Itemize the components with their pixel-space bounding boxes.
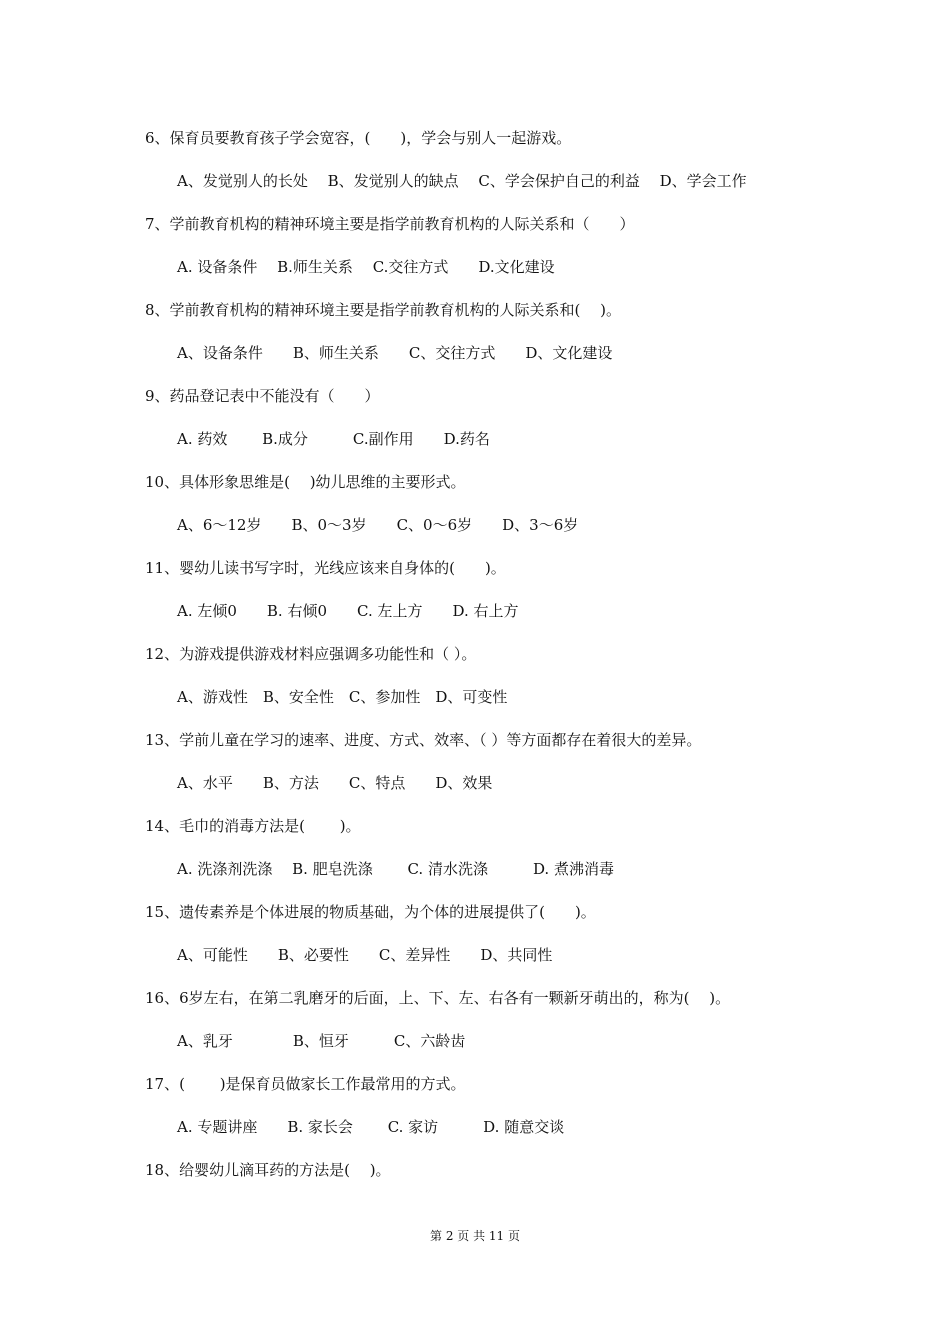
question-8 [145, 296, 845, 368]
question-17 [145, 1070, 845, 1142]
question-stem: 18、给婴幼儿滴耳药的方法是( )。 [145, 1161, 391, 1179]
question-7 [145, 210, 845, 282]
question-options: A、乳牙 B、恒牙 C、六龄齿 [177, 1032, 466, 1050]
question-options: A、发觉别人的长处 B、发觉别人的缺点 C、学会保护自己的利益 D、学会工作 [177, 172, 747, 190]
question-options: A. 左倾0 B. 右倾0 C. 左上方 D. 右上方 [177, 602, 519, 620]
question-18 [145, 1156, 845, 1185]
question-stem: 6、保育员要教育孩子学会宽容，( )，学会与别人一起游戏。 [145, 129, 572, 147]
question-11 [145, 554, 845, 626]
question-stem: 10、具体形象思维是( )幼儿思维的主要形式。 [145, 473, 466, 491]
question-stem: 13、学前儿童在学习的速率、进度、方式、效率、（ ）等方面都存在着很大的差异。 [145, 731, 702, 749]
question-14 [145, 812, 845, 884]
question-12 [145, 640, 845, 712]
question-stem: 15、遗传素养是个体进展的物质基础，为个体的进展提供了( )。 [145, 903, 596, 921]
question-15 [145, 898, 845, 970]
page-footer: 第 2 页 共 11 页 [430, 1229, 520, 1243]
question-list [145, 124, 845, 1199]
question-options: A、可能性 B、必要性 C、差异性 D、共同性 [177, 946, 553, 964]
question-stem: 14、毛巾的消毒方法是( )。 [145, 817, 361, 835]
question-options: A、水平 B、方法 C、特点 D、效果 [177, 774, 493, 792]
question-options: A、设备条件 B、师生关系 C、交往方式 D、文化建设 [177, 344, 613, 362]
question-stem: 16、6岁左右，在第二乳磨牙的后面，上、下、左、右各有一颗新牙萌出的，称为( )。 [145, 989, 731, 1007]
question-options: A. 洗涤剂洗涤 B. 肥皂洗涤 C. 清水洗涤 D. 煮沸消毒 [177, 860, 614, 878]
question-9 [145, 382, 845, 454]
question-stem: 9、药品登记表中不能没有（ ） [145, 387, 380, 405]
question-options: A、游戏性 B、安全性 C、参加性 D、可变性 [177, 688, 508, 706]
question-stem: 7、学前教育机构的精神环境主要是指学前教育机构的人际关系和（ ） [145, 215, 635, 233]
question-stem: 8、学前教育机构的精神环境主要是指学前教育机构的人际关系和( )。 [145, 301, 622, 319]
question-stem: 12、为游戏提供游戏材料应强调多功能性和（ ）。 [145, 645, 477, 663]
question-options: A. 药效 B.成分 C.副作用 D.药名 [177, 430, 490, 448]
question-10 [145, 468, 845, 540]
question-16 [145, 984, 845, 1056]
question-options: A、6～12岁 B、0～3岁 C、0～6岁 D、3～6岁 [177, 516, 579, 534]
question-13 [145, 726, 845, 798]
question-stem: 17、( )是保育员做家长工作最常用的方式。 [145, 1075, 466, 1093]
question-stem: 11、婴幼儿读书写字时，光线应该来自身体的( )。 [145, 559, 506, 577]
question-options: A. 设备条件 B.师生关系 C.交往方式 D.文化建设 [177, 258, 555, 276]
question-6 [145, 124, 845, 196]
question-options: A. 专题讲座 B. 家长会 C. 家访 D. 随意交谈 [177, 1118, 565, 1136]
